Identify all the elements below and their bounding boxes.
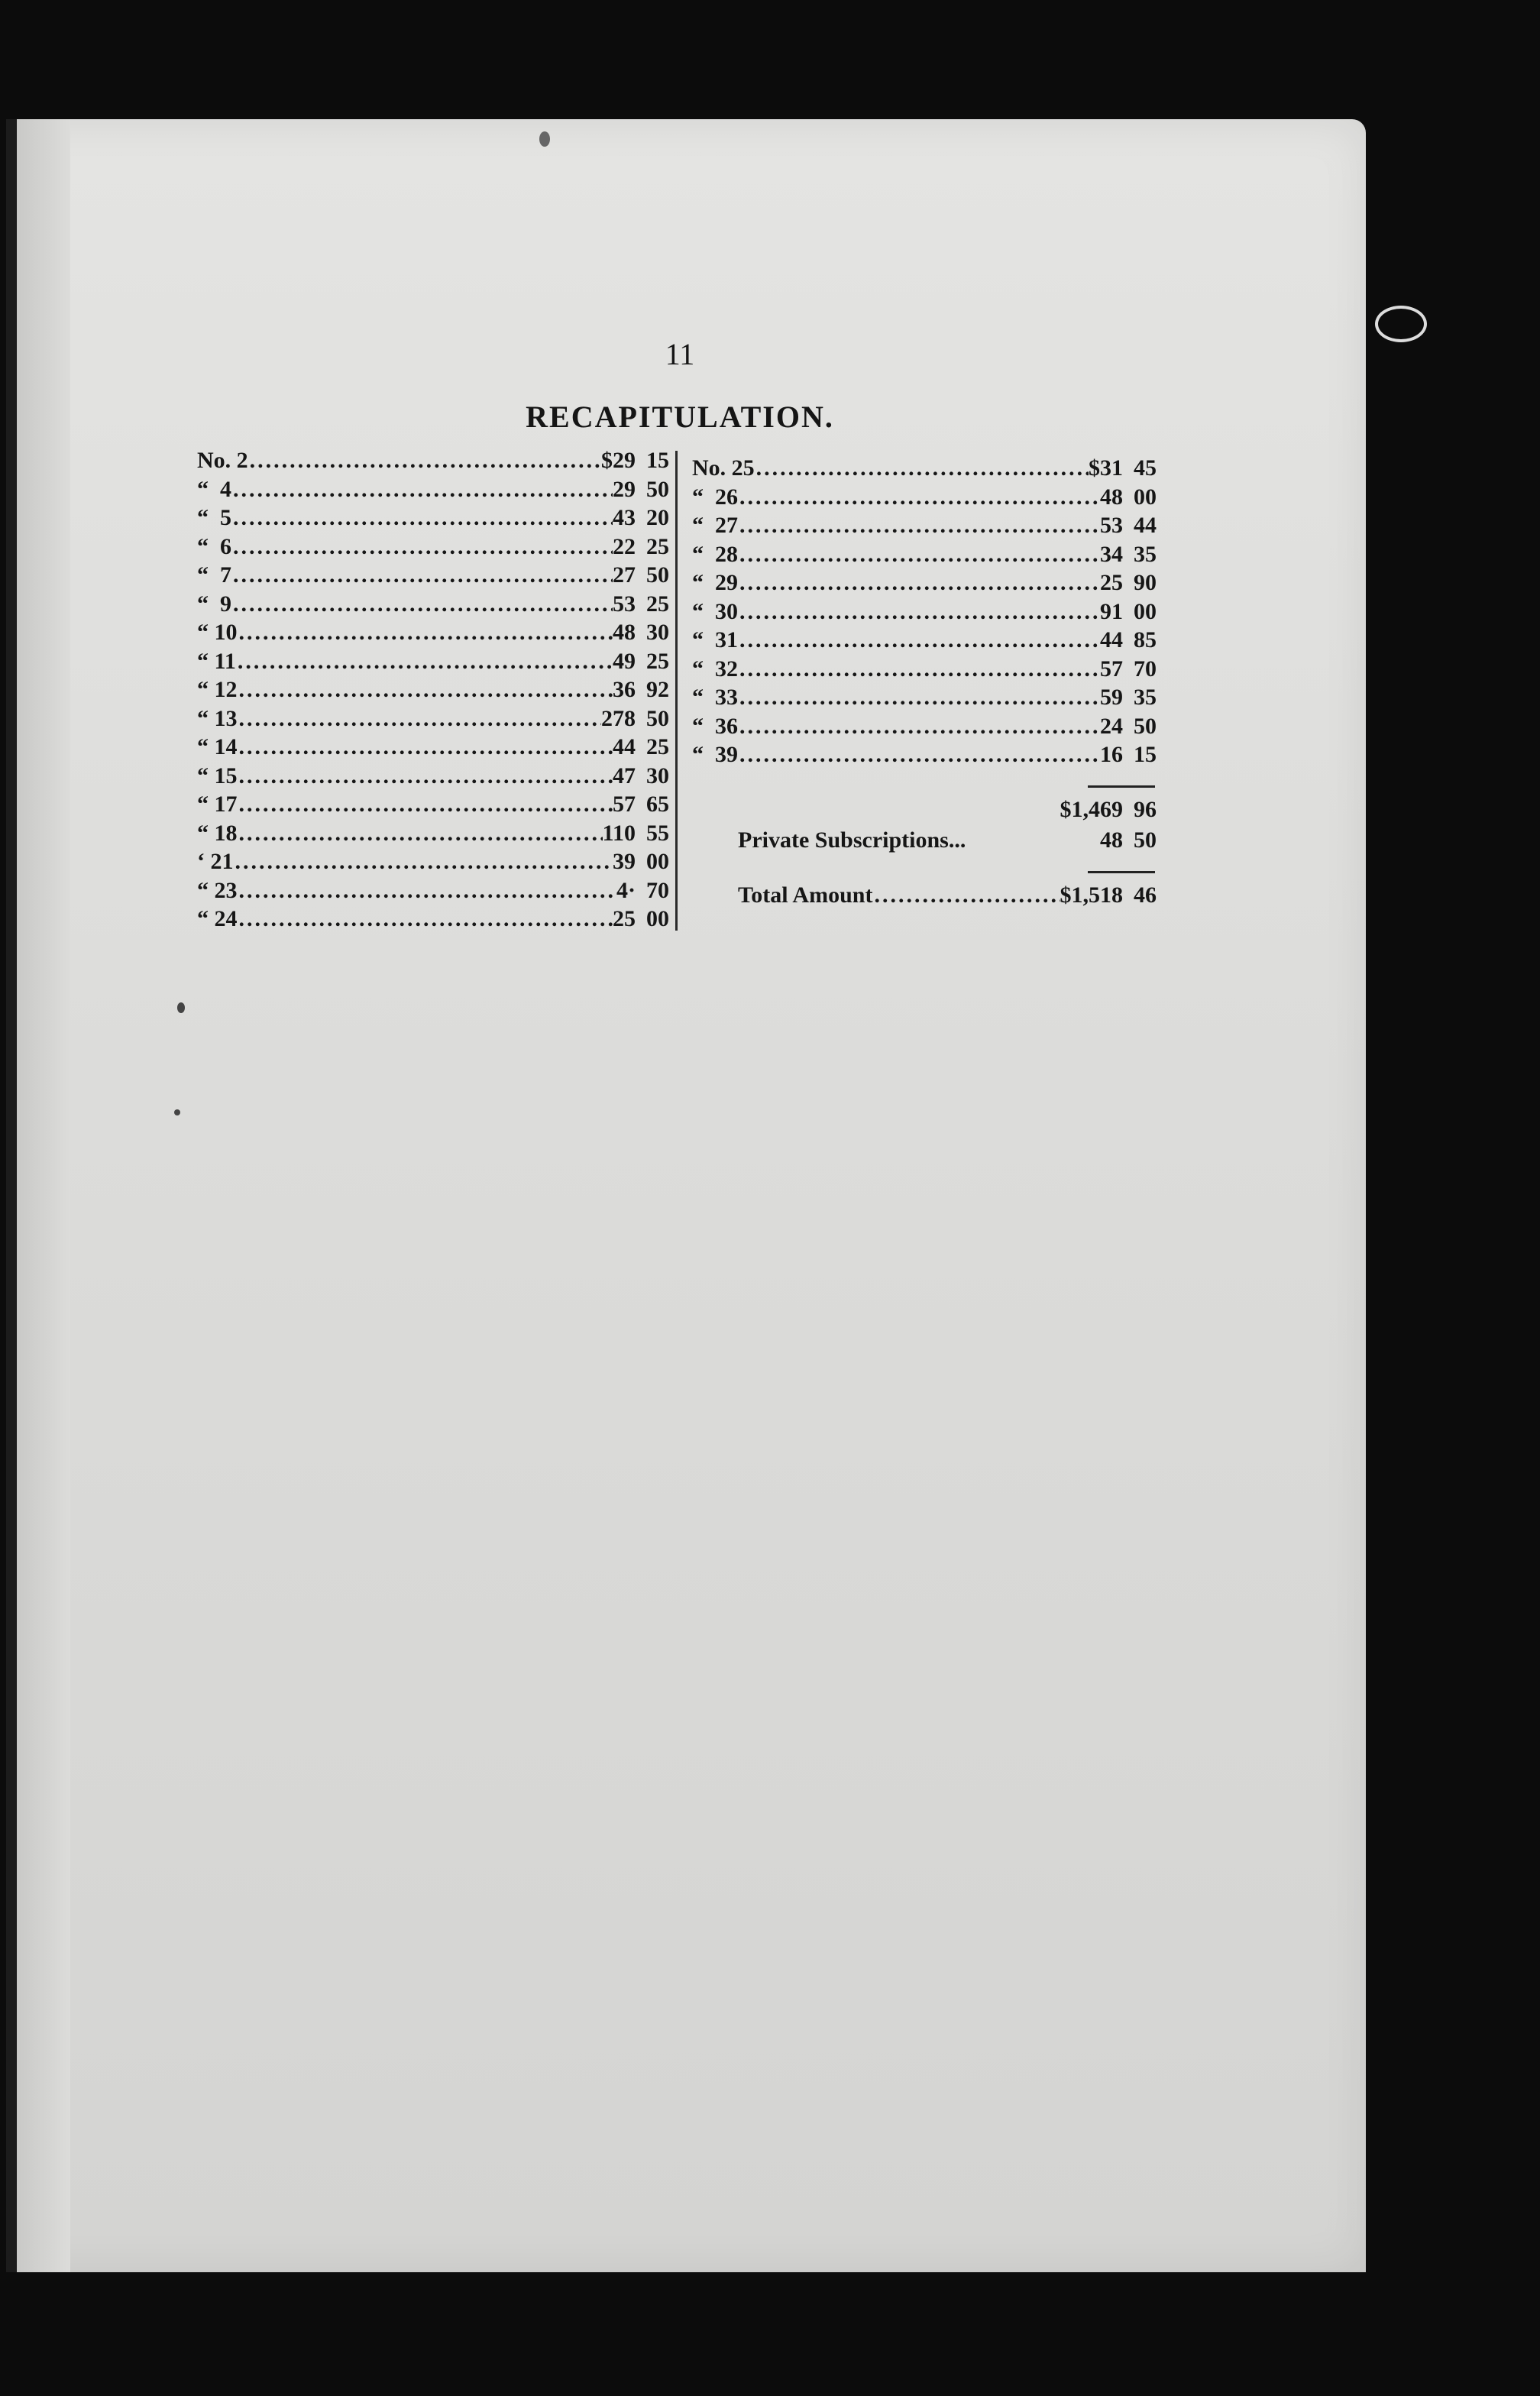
right-entry-cents: 15 <box>1134 742 1157 767</box>
subtotal-amount: $1,469 <box>1060 797 1123 822</box>
leader-dots <box>738 511 1100 540</box>
leader-dots <box>238 704 602 733</box>
right-entry-amount: 44 <box>1100 627 1123 652</box>
left-entry-cents: 92 <box>646 677 669 702</box>
right-entry-label: “ 36 <box>692 713 738 739</box>
leader-dots <box>231 533 613 562</box>
right-entry-amount: 34 <box>1100 541 1123 567</box>
leader-dots <box>231 475 613 504</box>
left-entry-cents: 25 <box>646 591 669 617</box>
left-entry-row <box>197 847 669 876</box>
left-entry-row <box>197 475 669 504</box>
private-subscriptions-row <box>738 825 1157 856</box>
leader-dots <box>236 647 613 676</box>
page-number: 11 <box>665 337 695 371</box>
left-entry-amount: 36 <box>613 677 636 702</box>
column-divider <box>675 451 678 931</box>
left-entry-cents: 20 <box>646 505 669 530</box>
right-entry-label: “ 33 <box>692 685 738 710</box>
right-entry-cents: 35 <box>1134 541 1157 567</box>
left-entry-cents: 25 <box>646 734 669 759</box>
left-entry-amount: 49 <box>613 648 636 674</box>
left-entry-row <box>197 446 669 475</box>
right-entry-row <box>692 597 1157 627</box>
left-entry-row <box>197 675 669 704</box>
leader-dots <box>738 626 1100 655</box>
right-entry-label: No. 25 <box>692 455 755 481</box>
left-entry-amount: $29 <box>601 448 636 473</box>
left-entry-label: “ 18 <box>197 820 238 846</box>
page-left-edge <box>6 119 17 2272</box>
right-entry-cents: 00 <box>1134 598 1157 624</box>
leader-dots <box>238 618 613 647</box>
right-entry-label: “ 32 <box>692 656 738 682</box>
left-entry-label: “ 6 <box>197 533 231 559</box>
left-entry-row <box>197 790 669 819</box>
left-entry-amount: 29 <box>613 476 636 502</box>
right-entry-cents: 00 <box>1134 484 1157 510</box>
right-entry-cents: 35 <box>1134 685 1157 710</box>
leader-dots <box>238 762 613 791</box>
left-entry-cents: 30 <box>646 763 669 788</box>
right-entry-cents: 45 <box>1134 455 1157 481</box>
leader-dots <box>238 876 616 905</box>
left-entry-amount: 22 <box>613 533 636 559</box>
left-entry-row <box>197 618 669 647</box>
total-block <box>738 880 1157 911</box>
total-cents: 46 <box>1134 882 1157 908</box>
page-fold <box>17 119 70 2272</box>
leader-dots <box>755 454 1089 483</box>
left-entry-row <box>197 905 669 934</box>
private-subscriptions-amount: 48 <box>1100 827 1123 853</box>
private-subscriptions-label: Private Subscriptions... <box>738 827 966 853</box>
left-entry-label: “ 17 <box>197 792 238 817</box>
right-entry-cents: 70 <box>1134 656 1157 682</box>
left-entry-amount: 57 <box>613 792 636 817</box>
right-entry-cents: 85 <box>1134 627 1157 652</box>
leader-dots <box>238 733 613 762</box>
left-entry-label: “ 15 <box>197 763 238 788</box>
leader-dots <box>238 790 613 819</box>
left-entry-label: “ 14 <box>197 734 238 759</box>
leader-dots <box>238 675 613 704</box>
leader-dots <box>738 483 1100 512</box>
right-entry-cents: 44 <box>1134 513 1157 538</box>
ink-speck <box>177 1002 185 1013</box>
right-entry-amount: 59 <box>1100 685 1123 710</box>
total-row <box>738 880 1157 911</box>
leader-dots <box>231 561 613 590</box>
left-entry-label: “ 7 <box>197 562 231 588</box>
left-entry-amount: 43 <box>613 505 636 530</box>
left-entry-label: “ 9 <box>197 591 231 617</box>
right-entry-row <box>692 626 1157 655</box>
left-entry-row <box>197 762 669 791</box>
private-subscriptions-cents: 50 <box>1134 827 1157 853</box>
left-entry-label: “ 23 <box>197 877 238 903</box>
right-entry-label: “ 29 <box>692 570 738 595</box>
right-entry-label: “ 30 <box>692 598 738 624</box>
leader-dots <box>248 446 601 475</box>
left-entry-amount: 39 <box>613 849 636 874</box>
leader-dots <box>234 847 613 876</box>
left-entry-cents: 30 <box>646 620 669 645</box>
right-entry-amount: 24 <box>1100 713 1123 739</box>
right-entry-row <box>692 454 1157 483</box>
left-entry-amount: 110 <box>602 820 636 846</box>
left-entry-amount: 48 <box>613 620 636 645</box>
left-entry-row <box>197 533 669 562</box>
leader-dots <box>231 590 613 619</box>
right-entry-amount: 57 <box>1100 656 1123 682</box>
right-entry-label: “ 31 <box>692 627 738 652</box>
right-entry-row <box>692 712 1157 741</box>
right-entry-row <box>692 655 1157 684</box>
leader-dots <box>738 568 1100 597</box>
left-ledger-column <box>197 446 669 934</box>
left-entry-amount: 47 <box>613 763 636 788</box>
right-entry-cents: 90 <box>1134 570 1157 595</box>
left-entry-cents: 55 <box>646 820 669 846</box>
leader-dots <box>738 655 1100 684</box>
left-entry-label: ‘ 21 <box>197 849 234 874</box>
right-entry-row <box>692 740 1157 769</box>
left-entry-amount: 27 <box>613 562 636 588</box>
left-entry-label: “ 5 <box>197 505 231 530</box>
right-entry-amount: 25 <box>1100 570 1123 595</box>
left-entry-cents: 50 <box>646 562 669 588</box>
right-entry-amount: 48 <box>1100 484 1123 510</box>
leader-dots <box>738 712 1100 741</box>
left-entry-cents: 50 <box>646 476 669 502</box>
subtotal-row <box>738 795 1157 825</box>
left-entry-cents: 65 <box>646 792 669 817</box>
leader-dots <box>738 740 1100 769</box>
left-entry-label: “ 24 <box>197 906 238 931</box>
page-title: RECAPITULATION. <box>526 400 834 434</box>
right-entry-label: “ 26 <box>692 484 738 510</box>
right-entry-amount: 91 <box>1100 598 1123 624</box>
document-page <box>6 119 1366 2272</box>
left-entry-label: “ 13 <box>197 705 238 731</box>
left-entry-cents: 25 <box>646 648 669 674</box>
left-entry-cents: 00 <box>646 906 669 931</box>
ink-speck <box>174 1109 180 1115</box>
left-entry-label: “ 12 <box>197 677 238 702</box>
total-label: Total Amount <box>738 882 873 908</box>
total-rule <box>1088 871 1155 873</box>
leader-dots <box>238 905 613 934</box>
left-entry-cents: 15 <box>646 448 669 473</box>
leader-dots <box>738 597 1100 627</box>
leader-dots <box>738 683 1100 712</box>
left-entry-label: “ 4 <box>197 476 231 502</box>
left-entry-row <box>197 561 669 590</box>
right-entry-row <box>692 483 1157 512</box>
right-entry-amount: 16 <box>1100 742 1123 767</box>
left-entry-row <box>197 590 669 619</box>
margin-circle-mark <box>1375 306 1427 342</box>
left-entry-label: No. 2 <box>197 448 248 473</box>
left-entry-row <box>197 704 669 733</box>
left-entry-label: “ 10 <box>197 620 238 645</box>
right-entry-row <box>692 568 1157 597</box>
left-entry-row <box>197 819 669 848</box>
leader-dots <box>231 503 613 533</box>
right-entry-label: “ 28 <box>692 541 738 567</box>
right-entry-row <box>692 511 1157 540</box>
right-entry-row <box>692 540 1157 569</box>
right-entry-amount: 53 <box>1100 513 1123 538</box>
right-ledger-column <box>692 454 1157 769</box>
left-entry-cents: 00 <box>646 849 669 874</box>
right-entry-cents: 50 <box>1134 713 1157 739</box>
leader-dots <box>738 540 1100 569</box>
left-entry-label: “ 11 <box>197 648 236 674</box>
right-entry-row <box>692 683 1157 712</box>
left-entry-amount: 44 <box>613 734 636 759</box>
left-entry-amount: 25 <box>613 906 636 931</box>
left-entry-cents: 25 <box>646 533 669 559</box>
left-entry-cents: 50 <box>646 705 669 731</box>
left-entry-cents: 70 <box>646 877 669 903</box>
leader-dots <box>238 819 603 848</box>
summary-block <box>738 795 1157 856</box>
subtotal-rule <box>1088 785 1155 788</box>
left-entry-row <box>197 876 669 905</box>
paper-mark <box>539 131 550 147</box>
right-entry-amount: $31 <box>1089 455 1123 481</box>
right-entry-label: “ 39 <box>692 742 738 767</box>
left-entry-row <box>197 647 669 676</box>
left-entry-amount: 4· <box>616 877 636 903</box>
right-entry-label: “ 27 <box>692 513 738 538</box>
left-entry-row <box>197 733 669 762</box>
left-entry-amount: 278 <box>601 705 636 731</box>
total-amount: $1,518 <box>1060 882 1123 908</box>
subtotal-cents: 96 <box>1134 797 1157 822</box>
left-entry-row <box>197 503 669 533</box>
left-entry-amount: 53 <box>613 591 636 617</box>
